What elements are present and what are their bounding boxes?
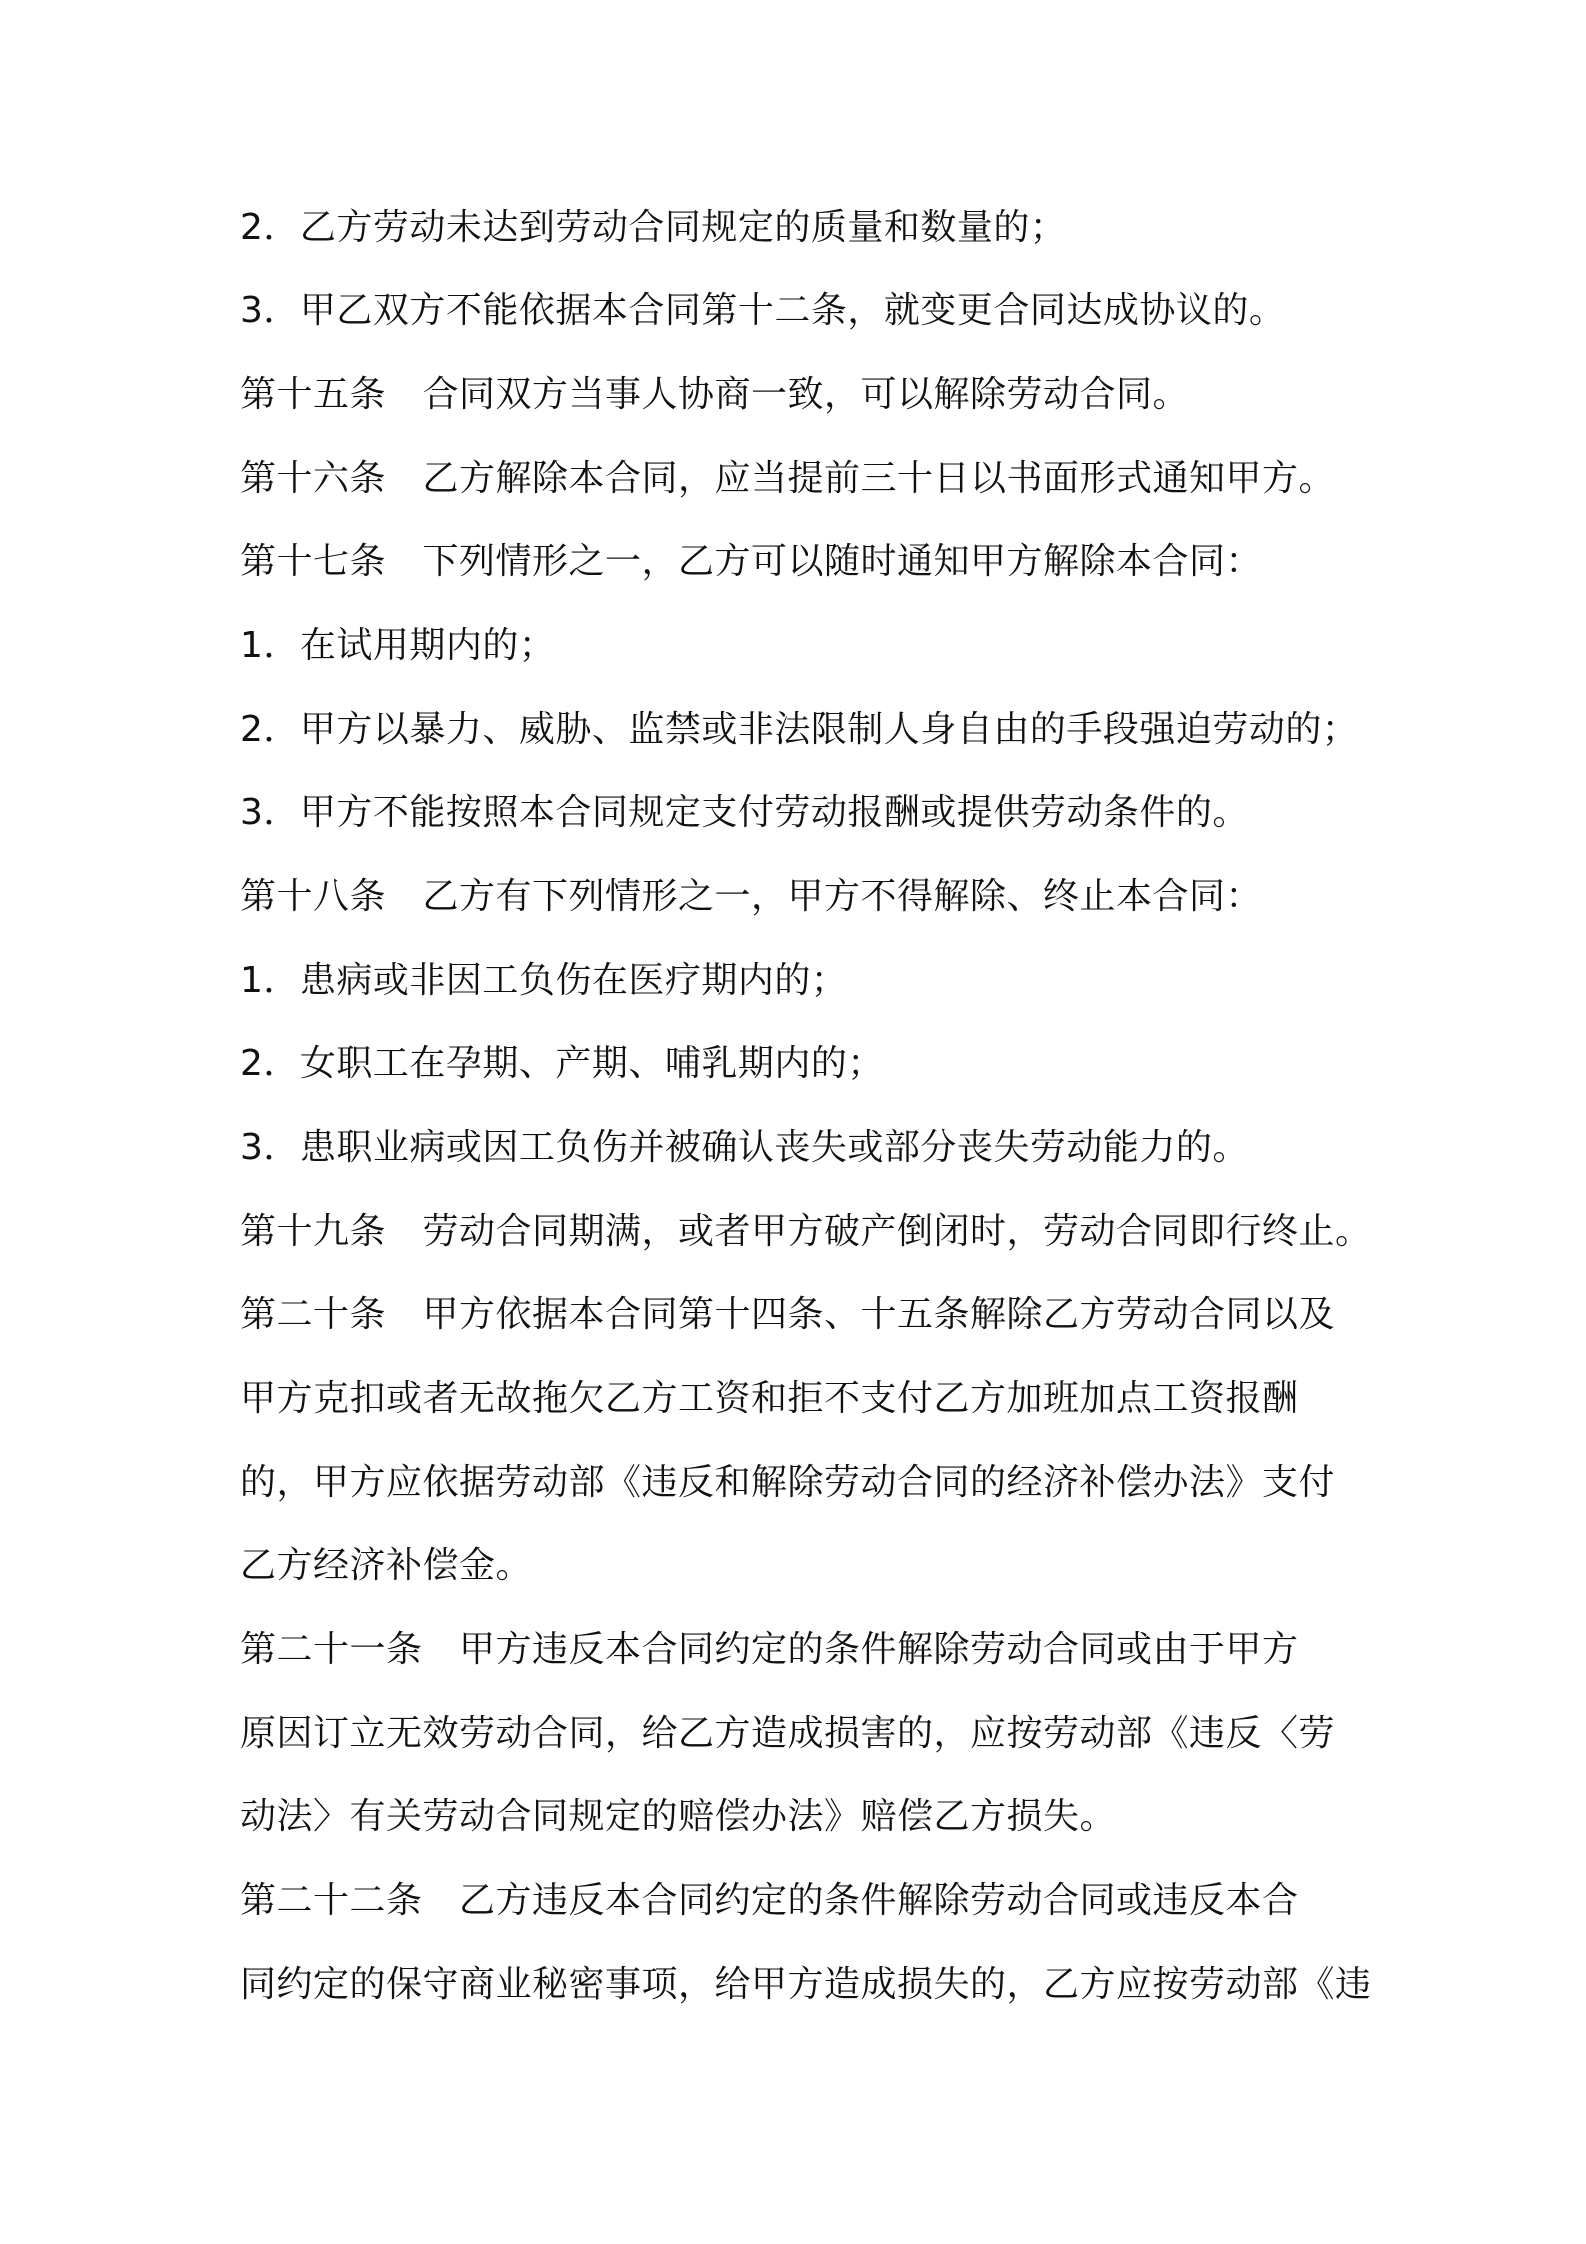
clause-line: 动法〉有关劳动合同规定的赔偿办法》赔偿乙方损失。 [240, 1796, 1117, 1837]
clause-heading-16: 第十六条 乙方解除本合同，应当提前三十日以书面形式通知甲方。 [240, 458, 1336, 499]
clause-line: 原因订立无效劳动合同，给乙方造成损害的，应按劳动部《违反〈劳 [240, 1713, 1336, 1754]
clause-heading-19: 第十九条 劳动合同期满，或者甲方破产倒闭时，劳动合同即行终止。 [240, 1211, 1372, 1252]
clause-heading-21: 第二十一条 甲方违反本合同约定的条件解除劳动合同或由于甲方 [240, 1629, 1299, 1670]
clause-line: 3．甲乙双方不能依据本合同第十二条，就变更合同达成协议的。 [240, 290, 1286, 331]
clause-line: 同约定的保守商业秘密事项，给甲方造成损失的，乙方应按劳动部《违 [240, 1964, 1372, 2005]
clause-heading-22: 第二十二条 乙方违反本合同约定的条件解除劳动合同或违反本合 [240, 1880, 1299, 1921]
clause-line: 1．患病或非因工负伤在医疗期内的； [240, 960, 848, 1001]
clause-line: 2．甲方以暴力、威胁、监禁或非法限制人身自由的手段强迫劳动的； [240, 709, 1359, 750]
clause-line: 2．乙方劳动未达到劳动合同规定的质量和数量的； [240, 207, 1067, 248]
clause-heading-17: 第十七条 下列情形之一，乙方可以随时通知甲方解除本合同： [240, 541, 1263, 582]
clause-heading-18: 第十八条 乙方有下列情形之一，甲方不得解除、终止本合同： [240, 876, 1263, 917]
clause-line: 3．甲方不能按照本合同规定支付劳动报酬或提供劳动条件的。 [240, 792, 1249, 833]
clause-line: 3．患职业病或因工负伤并被确认丧失或部分丧失劳动能力的。 [240, 1127, 1249, 1168]
clause-line: 的，甲方应依据劳动部《违反和解除劳动合同的经济补偿办法》支付 [240, 1462, 1336, 1503]
clause-heading-15: 第十五条 合同双方当事人协商一致，可以解除劳动合同。 [240, 374, 1190, 415]
clause-line: 甲方克扣或者无故拖欠乙方工资和拒不支付乙方加班加点工资报酬 [240, 1378, 1299, 1419]
clause-line: 乙方经济补偿金。 [240, 1545, 533, 1586]
clause-heading-20: 第二十条 甲方依据本合同第十四条、十五条解除乙方劳动合同以及 [240, 1294, 1336, 1335]
clause-line: 2．女职工在孕期、产期、哺乳期内的； [240, 1043, 884, 1084]
clause-line: 1．在试用期内的； [240, 625, 556, 666]
